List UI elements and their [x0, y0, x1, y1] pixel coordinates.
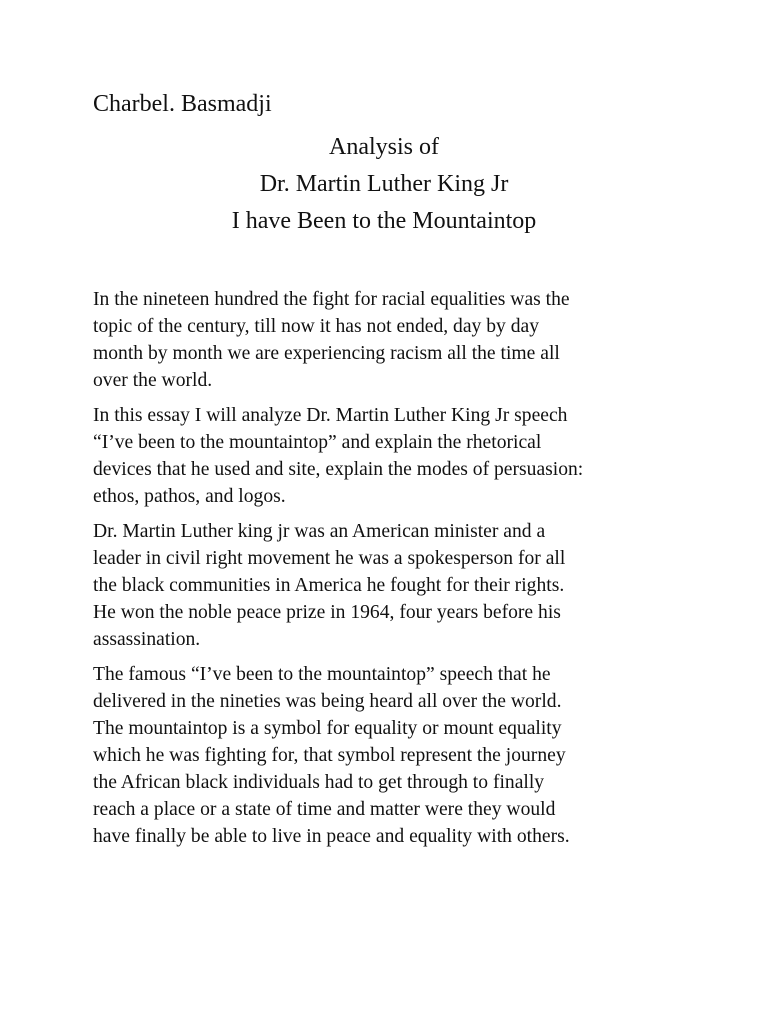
text-line: “I’ve been to the mountaintop” and explain the rhetorical	[93, 432, 542, 453]
paragraph-2	[93, 402, 683, 510]
text-line: over the world.	[93, 370, 213, 391]
paragraph-3	[93, 518, 683, 653]
text-line: The famous “I’ve been to the mountaintop” speech that he	[93, 664, 551, 685]
text-line: leader in civil right movement he was a spokesperson for all	[93, 548, 566, 569]
text-line: ethos, pathos, and logos.	[93, 486, 286, 507]
title-line: I have Been to the Mountaintop	[231, 208, 537, 234]
text-line: topic of the century, till now it has not ended, day by day	[93, 316, 540, 337]
text-line: In the nineteen hundred the fight for racial equalities was the	[93, 289, 570, 310]
text-line: have finally be able to live in peace and equality with others.	[93, 826, 570, 847]
text-line: month by month we are experiencing racism all the time all	[93, 343, 560, 364]
text-line: assassination.	[93, 629, 201, 650]
text-line: delivered in the nineties was being heard all over the world.	[93, 691, 562, 712]
author-name: Charbel. Basmadji	[93, 91, 272, 117]
text-line: the black communities in America he fought for their rights.	[93, 575, 565, 596]
text-line: devices that he used and site, explain the modes of persuasion:	[93, 459, 584, 480]
essay-body	[93, 286, 683, 858]
paragraph-4	[93, 661, 683, 850]
text-line: He won the noble peace prize in 1964, four years before his	[93, 602, 561, 623]
text-line: which he was fighting for, that symbol represent the journey	[93, 745, 566, 766]
text-line: Dr. Martin Luther king jr was an American minister and a	[93, 521, 546, 542]
text-line: The mountaintop is a symbol for equality or mount equality	[93, 718, 562, 739]
text-line: In this essay I will analyze Dr. Martin Luther King Jr speech	[93, 405, 568, 426]
paragraph-1	[93, 286, 683, 394]
document-title	[0, 129, 768, 240]
title-line: Analysis of	[329, 134, 439, 160]
text-line: the African black individuals had to get through to finally	[93, 772, 545, 793]
title-line: Dr. Martin Luther King Jr	[259, 171, 509, 197]
text-line: reach a place or a state of time and matter were they would	[93, 799, 556, 820]
